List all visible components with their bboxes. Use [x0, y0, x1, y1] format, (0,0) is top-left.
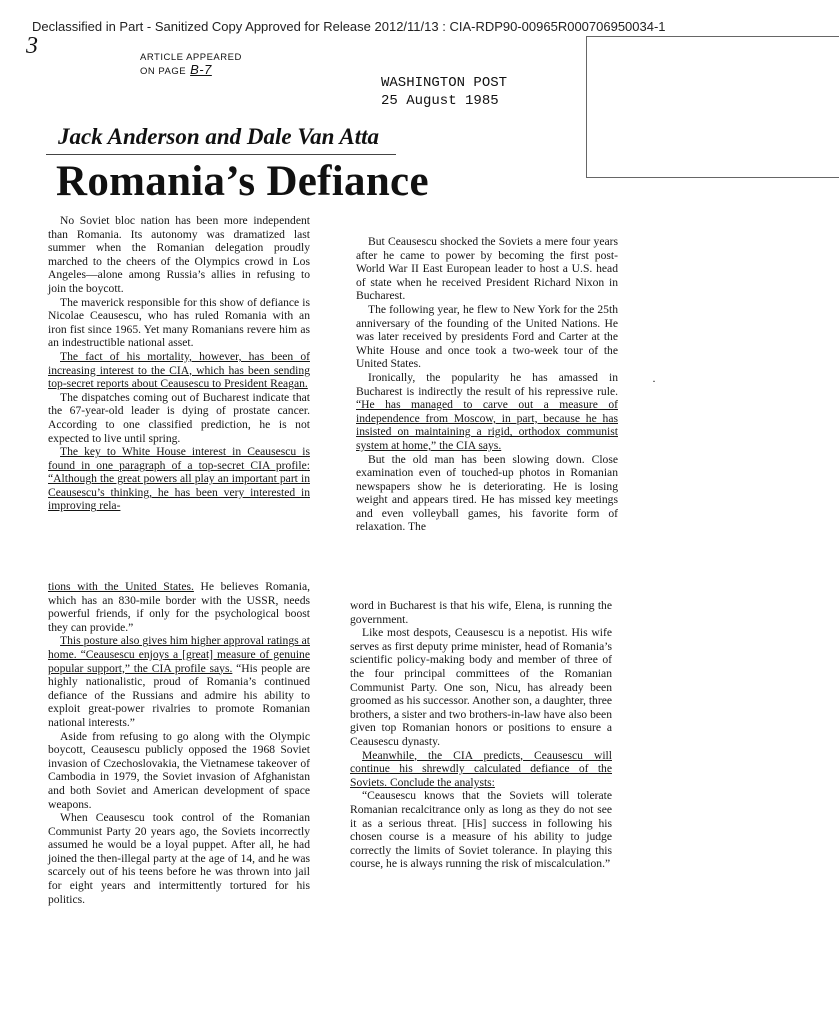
paragraph: word in Bucharest is that his wife, Elena, is running the government. [350, 599, 612, 626]
paragraph: The following year, he flew to New York for the 25th anniversary of the founding of the United Nations. He was later received by presidents Ford and Carter at the White House and once took a two-week tour of the United States. [356, 302, 618, 371]
publication-name: WASHINGTON POST [381, 75, 508, 91]
publication-date: 25 August 1985 [381, 93, 499, 109]
byline-divider [46, 154, 396, 155]
paragraph: The dispatches coming out of Bucharest indicate that the 67-year-old leader is dying of prostate cancer. According to one classified prediction, he is not expected to live until spring. [48, 390, 310, 445]
column-1-bottom [48, 580, 310, 906]
paragraph: tions with the United States. He believes Romania, which has an 830-mile border with the USSR, needs powerful friends, if only for the psychological boost they can provide.” [48, 580, 310, 634]
column-2-top [356, 235, 618, 534]
declassification-banner: Declassified in Part - Sanitized Copy Approved for Release 2012/11/13 : CIA-RDP90-00965R000706950034-1 [32, 19, 666, 34]
paragraph: This posture also gives him higher approval ratings at home. “Ceausescu enjoys a [great] measure of genuine popular support,” the CIA profile says. “His people are highly nationalistic, proud of Romania’s continued defiance of the Russians and admire his ability to exploit great-power rivalries to promote Romanian national interests.” [48, 634, 310, 729]
redaction-box [586, 36, 839, 178]
paragraph: Ironically, the popularity he has amassed in Bucharest is indirectly the result of his repressive rule. “He has managed to carve out a measure of independence from Moscow, in part, because he has insisted on maintaining a rigid, orthodox communist system at home,” the CIA says. [356, 370, 618, 452]
underlined-paragraph: The key to White House interest in Ceausescu is found in one paragraph of a top-secret CIA profile: “Although the great powers all play an important part in Ceausescu’s thinking, he has been very interested in improving rela- [48, 445, 310, 513]
column-1-top [48, 214, 310, 513]
paragraph: But the old man has been slowing down. Close examination even of touched-up photos in Romanian newspapers show he is deteriorating. He is losing weight and appears tired. He has missed key meetings and even volleyball games, his favorite form of relaxation. The [356, 452, 618, 534]
paragraph: Like most despots, Ceausescu is a nepotist. His wife serves as first deputy prime minister, head of Romania’s scientific policy-making body and member of three of the four principal committees of the Romanian Communist Party. One son, Nicu, has already been groomed as his successor. Another son, a daughter, three brothers, a sister and two brothers-in-law have also been given top Romanian honors or positions to ensure a Ceausescu dynasty. [350, 626, 612, 748]
headline: Romania’s Defiance [56, 158, 429, 205]
paragraph: The maverick responsible for this show of defiance is Nicolae Ceausescu, who has ruled Romania with an iron fist since 1965. Yet many Romanians revere him as an indestructible national asset. [48, 295, 310, 350]
on-page-label: ON PAGE B-7 [140, 62, 212, 77]
underlined-paragraph: The fact of his mortality, however, has been of increasing interest to the CIA, which has been sending top-secret reports about Ceausescu to President Reagan. [48, 349, 310, 391]
paragraph: When Ceausescu took control of the Romanian Communist Party 20 years ago, the Soviets incorrectly assumed he would be a loyal puppet. After all, he had joined the then-illegal party at the age of 14, and he was scarcely out of his teens before he was thrown into jail for eight years and intermittently tortured for his politics. [48, 811, 310, 906]
page-number: B-7 [190, 62, 212, 77]
handwritten-page-mark: 3 [26, 33, 38, 59]
paragraph: No Soviet bloc nation has been more independent than Romania. Its autonomy was dramatized last summer when the Romanian delegation proudly marched to the cheers of the Olympics crowd in Los Angeles—alone among Russia’s allies in refusing to join the boycott. [48, 214, 310, 295]
paragraph: Aside from refusing to go along with the Olympic boycott, Ceausescu publicly opposed the 1968 Soviet invasion of Czechoslovakia, the Vietnamese takeover of Cambodia in 1979, the Soviet invasion of Afghanistan and both Soviet and American development of space weapons. [48, 729, 310, 811]
article-appeared-stamp [140, 52, 242, 78]
article-appeared-label: ARTICLE APPEARED [140, 52, 242, 63]
byline: Jack Anderson and Dale Van Atta [58, 124, 379, 149]
column-2-bottom [350, 599, 612, 871]
source-info [381, 74, 507, 110]
paragraph: “Ceausescu knows that the Soviets will tolerate Romanian recalcitrance only as long as they do not see it as a serious threat. [His] success in following his chosen course is a measure of his ability to judge correctly the limits of Soviet tolerance. In playing this course, he is always running the risk of miscalculation.” [350, 789, 612, 871]
paragraph: But Ceausescu shocked the Soviets a mere four years after he came to power by becoming the first post-World War II East European leader to host a U.S. head of state when he received President Richard Nixon in Bucharest. [356, 235, 618, 303]
stray-mark: · [652, 374, 656, 388]
underlined-paragraph: Meanwhile, the CIA predicts, Ceausescu will continue his shrewdly calculated defiance of the Soviets. Conclude the analysts: [350, 748, 612, 789]
